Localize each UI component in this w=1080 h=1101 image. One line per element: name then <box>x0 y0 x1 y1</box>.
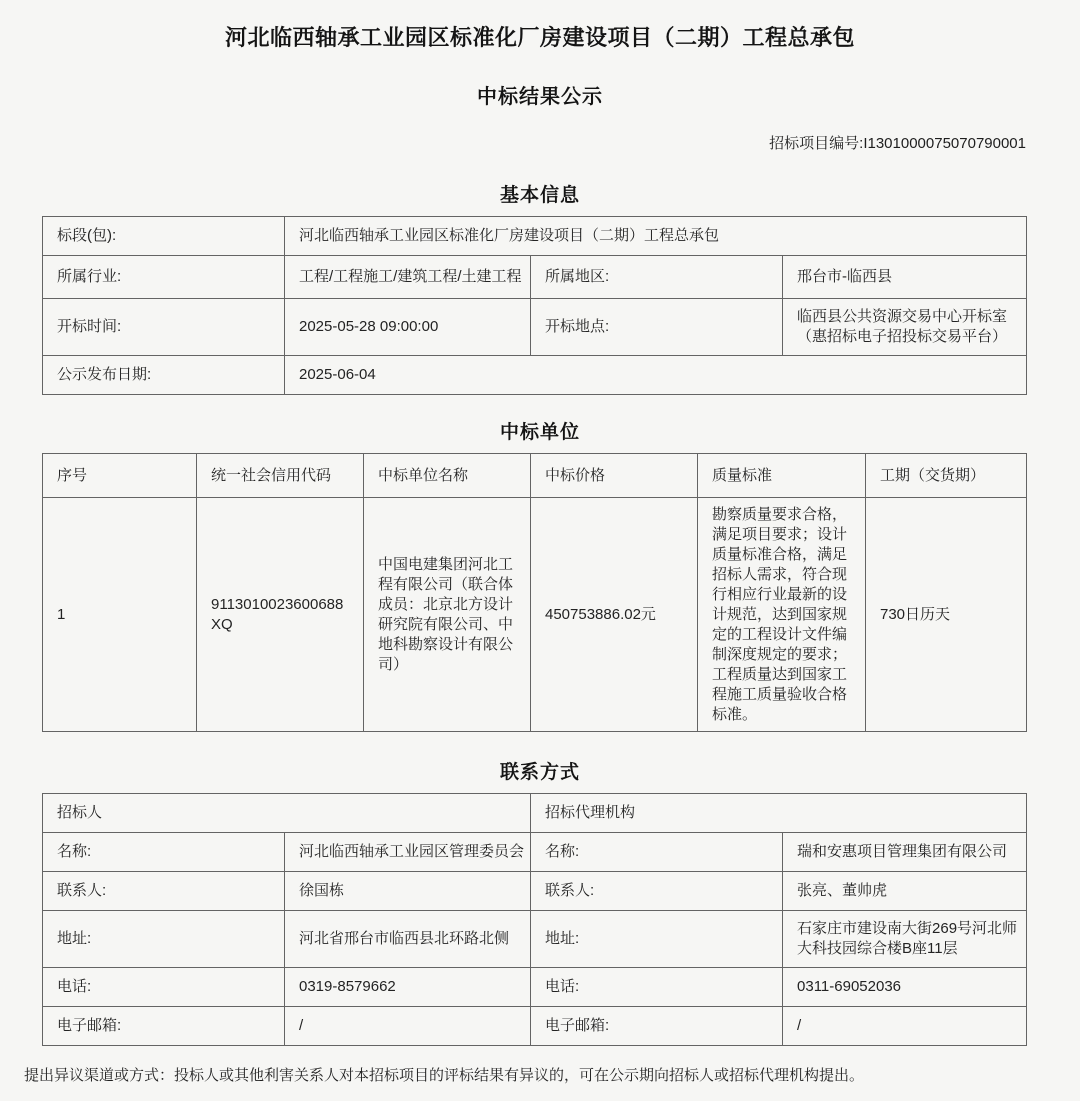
basic-label-industry: 所属行业: <box>43 256 285 299</box>
contact-row-phone <box>43 968 1027 1007</box>
contact-label-name-left: 名称: <box>43 833 285 872</box>
contact-agency-header: 招标代理机构 <box>531 794 1027 833</box>
basic-label-section: 标段(包): <box>43 217 285 256</box>
contact-agency-person: 张亮、董帅虎 <box>783 872 1027 911</box>
contact-label-phone-right: 电话: <box>531 968 783 1007</box>
award-seq: 1 <box>43 498 197 732</box>
contact-tenderer-header: 招标人 <box>43 794 531 833</box>
contact-agency-name: 瑞和安惠项目管理集团有限公司 <box>783 833 1027 872</box>
contact-header-row <box>43 794 1027 833</box>
award-credit-code-text: 9113010023600688XQ <box>211 595 344 633</box>
contact-row-email <box>43 1007 1027 1046</box>
award-data-row <box>43 498 1027 732</box>
award-table <box>42 453 1027 732</box>
contact-label-phone-left: 电话: <box>43 968 285 1007</box>
award-quality-standard: 勘察质量要求合格，满足项目要求；设计质量标准合格，满足招标人需求，符合现行相应行业最新的设计规范，达到国家规定的工程设计文件编制深度规定的要求；工程质量达到国家工程施工质量验收合格标准。 <box>698 498 866 732</box>
objection-note: 提出异议渠道或方式：投标人或其他利害关系人对本招标项目的评标结果有异议的，可在公示期向招标人或招标代理机构提出。 <box>24 1067 865 1084</box>
award-col-quality: 质量标准 <box>698 454 866 498</box>
basic-row-publish-date <box>43 356 1027 395</box>
contact-tenderer-phone: 0319-8579662 <box>285 968 531 1007</box>
basic-value-open-time: 2025-05-28 09:00:00 <box>285 299 531 356</box>
contact-heading: 联系方式 <box>499 762 580 783</box>
award-company-name: 中国电建集团河北工程有限公司（联合体成员：北京北方设计研究院有限公司、中地科勘察设计有限公司） <box>364 498 531 732</box>
award-duration: 730日历天 <box>866 498 1027 732</box>
contact-label-name-right: 名称: <box>531 833 783 872</box>
award-col-credit-code: 统一社会信用代码 <box>197 454 364 498</box>
basic-label-publish-date: 公示发布日期: <box>43 356 285 395</box>
award-col-price: 中标价格 <box>531 454 698 498</box>
award-header-row <box>43 454 1027 498</box>
basic-info-heading: 基本信息 <box>499 185 580 206</box>
page-title: 河北临西轴承工业园区标准化厂房建设项目（二期）工程总承包 <box>224 25 855 50</box>
award-credit-code <box>197 498 364 732</box>
basic-label-open-place: 开标地点: <box>531 299 783 356</box>
contact-row-address <box>43 911 1027 968</box>
basic-value-section: 河北临西轴承工业园区标准化厂房建设项目（二期）工程总承包 <box>285 217 1027 256</box>
basic-info-table <box>42 216 1027 395</box>
award-col-duration: 工期（交货期） <box>866 454 1027 498</box>
contact-label-person-left: 联系人: <box>43 872 285 911</box>
award-col-company: 中标单位名称 <box>364 454 531 498</box>
basic-row-opening <box>43 299 1027 356</box>
contact-tenderer-name: 河北临西轴承工业园区管理委员会 <box>285 833 531 872</box>
contact-label-address-left: 地址: <box>43 911 285 968</box>
contact-tenderer-address: 河北省邢台市临西县北环路北侧 <box>285 911 531 968</box>
basic-row-industry-region <box>43 256 1027 299</box>
basic-value-region: 邢台市-临西县 <box>783 256 1027 299</box>
award-col-seq: 序号 <box>43 454 197 498</box>
basic-value-open-place: 临西县公共资源交易中心开标室（惠招标电子招投标交易平台） <box>783 299 1027 356</box>
basic-label-region: 所属地区: <box>531 256 783 299</box>
basic-label-open-time: 开标时间: <box>43 299 285 356</box>
contact-agency-address: 石家庄市建设南大街269号河北师大科技园综合楼B座11层 <box>783 911 1027 968</box>
contact-row-person <box>43 872 1027 911</box>
contact-label-person-right: 联系人: <box>531 872 783 911</box>
award-heading: 中标单位 <box>499 422 580 443</box>
basic-row-section <box>43 217 1027 256</box>
contact-agency-phone: 0311-69052036 <box>783 968 1027 1007</box>
project-number: 招标项目编号:I1301000075070790001 <box>769 135 1026 152</box>
contact-label-email-right: 电子邮箱: <box>531 1007 783 1046</box>
contact-table <box>42 793 1027 1046</box>
page-subtitle: 中标结果公示 <box>477 86 603 108</box>
basic-value-publish-date: 2025-06-04 <box>285 356 1027 395</box>
contact-agency-email: / <box>783 1007 1027 1046</box>
contact-label-address-right: 地址: <box>531 911 783 968</box>
contact-tenderer-email: / <box>285 1007 531 1046</box>
contact-tenderer-person: 徐国栋 <box>285 872 531 911</box>
basic-value-industry: 工程/工程施工/建筑工程/土建工程 <box>285 256 531 299</box>
award-bid-price: 450753886.02元 <box>531 498 698 732</box>
contact-row-name <box>43 833 1027 872</box>
contact-label-email-left: 电子邮箱: <box>43 1007 285 1046</box>
